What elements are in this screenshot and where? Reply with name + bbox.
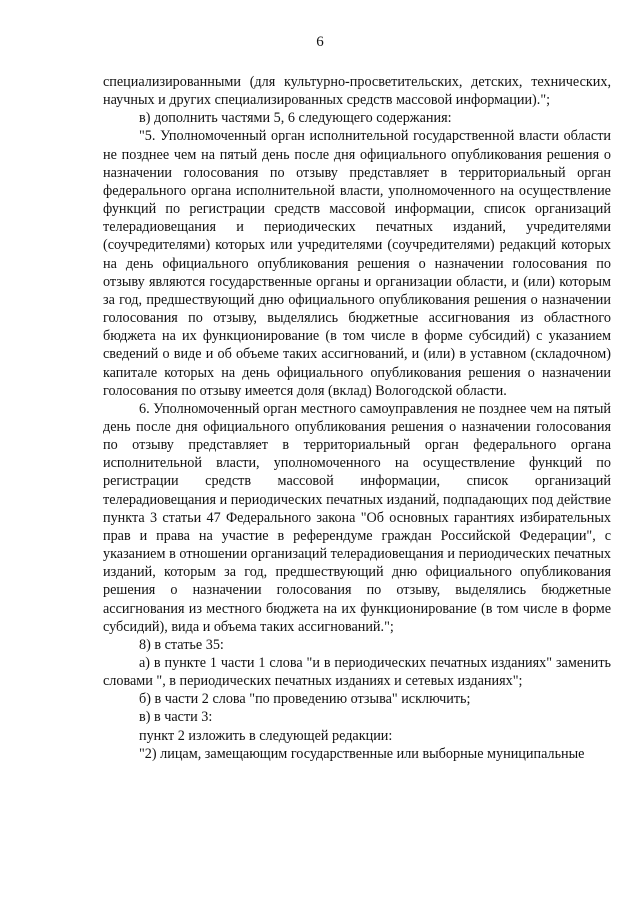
paragraph-article-35: 8) в статье 35: (139, 636, 224, 653)
document-body (103, 73, 611, 763)
paragraph-point-2-intro: пункт 2 изложить в следующей редакции: (139, 727, 393, 744)
paragraph-part-6: 6. Уполномоченный орган местного самоуправления не позднее чем на пятый день после дня официального опубликования решения о назначении голосования по отзыву представляет в территориальный орган федерального органа исполнительной власти, уполномоченного на осуществление функций по регистрации средств массовой информации, список организаций телерадиовещания и периодических печатных изданий, подпадающих под действие пункта 3 статьи 47 Федерального закона "Об основных гарантиях избирательных прав и права на участие в референдуме граждан Российской Федерации", с указанием в отношении организаций телерадиовещания и периодических печатных изданий, которым за год, предшествующий дню официального опубликования решения о назначении голосования по отзыву, выделялись бюджетные ассигнования из местного бюджета на их функционирование (в том числе в форме субсидий), вида и объема таких ассигнований."; (103, 400, 611, 635)
paragraph-point-2-text: "2) лицам, замещающим государственные или выборные муниципальные (139, 745, 585, 762)
page-number: 6 (316, 34, 324, 50)
paragraph-item-v: в) в части 3: (139, 709, 213, 726)
paragraph-amendment-v: в) дополнить частями 5, 6 следующего содержания: (139, 110, 452, 127)
paragraph-part-5: "5. Уполномоченный орган исполнительной государственной власти области не позднее чем на пятый день после дня официального опубликования решения о назначении голосования по отзыву представляет в территориальный орган федерального органа исполнительной власти, уполномоченного на осуществление функций по регистрации средств массовой информации, список организаций телерадиовещания и периодических печатных изданий, учредителями (соучредителями) которых или учредителями (соучредителями) редакций которых на день официального опубликования решения о назначении голосования по отзыву являются государственные органы и организации области, и (или) которым за год, предшествующий дню официального опубликования решения о назначении голосования по отзыву, выделялись бюджетные ассигнования из областного бюджета на их функционирование (в том числе в форме субсидий) с указанием сведений о виде и об объеме таких ассигнований, и (или) в уставном (складочном) капитале которых на день официального опубликования решения о назначении голосования по отзыву имеется доля (вклад) Вологодской области. (103, 128, 611, 399)
paragraph-item-b: б) в части 2 слова "по проведению отзыва" исключить; (139, 691, 471, 708)
paragraph-continuation: специализированными (для культурно-просветительских, детских, технических, научных и других специализированных средств массовой информации)."; (103, 74, 611, 109)
paragraph-item-a: а) в пункте 1 части 1 слова "и в периодических печатных изданиях" заменить словами ", в периодических печатных изданиях и сетевых изданиях"; (103, 655, 611, 690)
